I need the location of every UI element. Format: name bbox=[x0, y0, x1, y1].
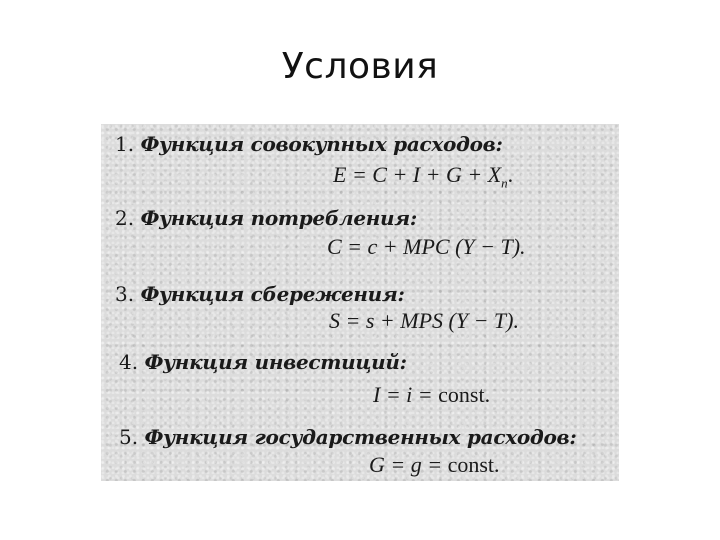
item-number: 2. bbox=[115, 206, 135, 230]
item-3-formula bbox=[329, 308, 519, 334]
item-5-formula bbox=[369, 452, 500, 478]
item-1-formula bbox=[333, 162, 513, 191]
formula-text: C = c + MPC (Y − T). bbox=[327, 234, 526, 259]
formula-text: G = g = bbox=[369, 452, 448, 477]
item-3-heading bbox=[115, 282, 405, 306]
item-4-heading bbox=[119, 350, 407, 374]
item-number: 4. bbox=[119, 350, 139, 374]
item-1-heading bbox=[115, 132, 503, 156]
formula-const: const. bbox=[438, 382, 491, 407]
item-2-formula bbox=[327, 234, 526, 260]
formula-text: I = i = bbox=[373, 382, 439, 407]
item-heading-text: Функция потребления: bbox=[140, 206, 417, 230]
item-5-heading bbox=[119, 425, 576, 449]
formula-text: E = C + I + G + X bbox=[333, 162, 502, 187]
item-number: 3. bbox=[115, 282, 135, 306]
item-heading-text: Функция сбережения: bbox=[140, 282, 405, 306]
item-4-formula bbox=[373, 382, 490, 408]
item-number: 5. bbox=[119, 425, 139, 449]
formula-text: S = s + MPS (Y − T). bbox=[329, 308, 519, 333]
formula-const: const. bbox=[447, 452, 500, 477]
item-2-heading bbox=[115, 206, 417, 230]
item-heading-text: Функция инвестиций: bbox=[144, 350, 407, 374]
item-number: 1. bbox=[115, 132, 135, 156]
formula-tail: . bbox=[507, 162, 514, 187]
item-heading-text: Функция совокупных расходов: bbox=[140, 132, 503, 156]
item-heading-text: Функция государственных расходов: bbox=[144, 425, 577, 449]
scanned-image bbox=[101, 124, 619, 481]
formula-subscript: n bbox=[501, 175, 508, 191]
slide-title: Условия bbox=[281, 46, 439, 87]
